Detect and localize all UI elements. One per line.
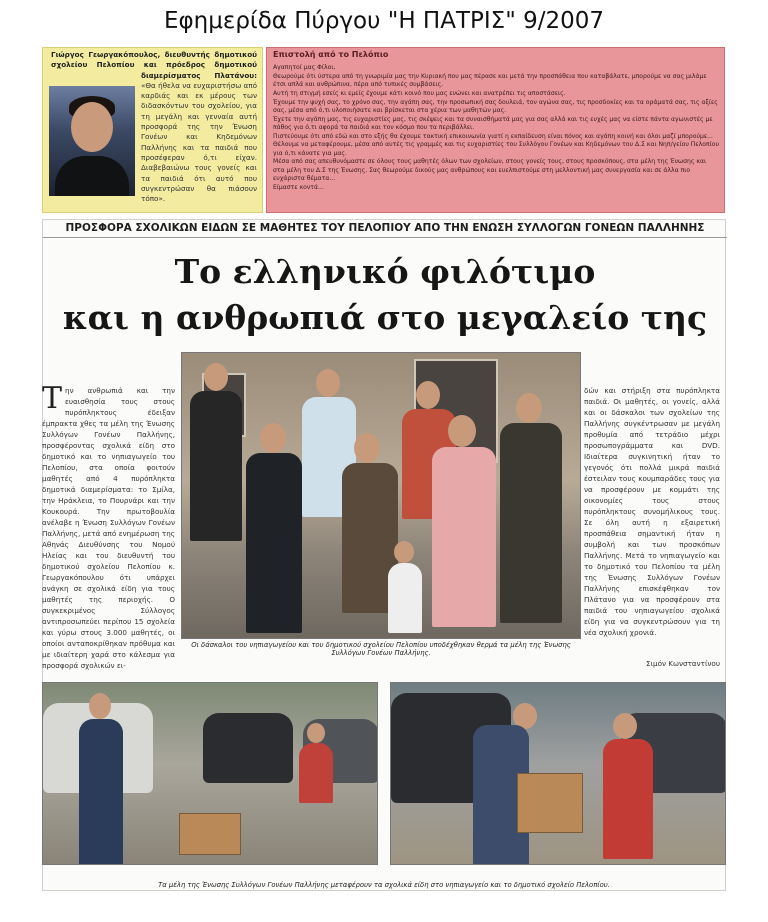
group-photo: [181, 352, 581, 639]
letter-paragraph: Πιστεύουμε ότι από εδώ και στο εξής θα έχουμε τακτική επικοινωνία γιατί η εκπαίδευση είναι πόνος και αγάπη κοινή και όλοι μαζί μπορούμε...: [273, 132, 713, 140]
supply-box: [517, 773, 583, 833]
letter-paragraph: Μέσα από σας απευθυνόμαστε σε όλους τους μαθητές όλων των σχολείων, στους γονείς τους, στους προσκόπους, στα μέλη της Ένωσης και στα μέλη του Δ.Σ της Ένωσης. Σας θεωρούμε δικούς μας ανθρώπους και ευελπιστούμε στη μελλοντική μας συνεργασία και σε άλλα πιο ευχάριστα θέματα...: [273, 158, 707, 182]
letter-paragraph: Έχετε την αγάπη μας, τις ευχαριστίες μας, τις σκέψεις και τα συναισθήματά μας για σας αλλά και τις ευχές μας να είστε πάντα αγωνιστές με πάθος για ό,τι αφορά τα παιδιά και τον κόσμο που τα περιβάλλει.: [273, 115, 713, 131]
side-quote-body: «Θα ήθελα να ευχαριστήσω από καρδιάς και εκ μέρους των διδασκόντων του σχολείου, για τη μεγάλη και γενναία αυτή προσφορά της την Ένωση Γονέων και Κηδεμόνων Παλλήνης και τα παιδιά που προσέφεραν ό,τι είχαν. Διαβεβαιώνω τους γονείς και τα παιδιά ότι αυτό που συγκεντρώσαν θα πιάσουν τόπο».: [141, 80, 257, 204]
letter-paragraph: Αυτή τη στιγμή εσείς κι εμείς έχουμε κάτι κοινό που μας ενώνει και ανατρέπει τις αποστάσεις.: [273, 89, 566, 97]
headline-line-2: και η ανθρωπιά στο μεγαλείο της: [62, 298, 708, 337]
letter-paragraph: Είμαστε κοντά...: [273, 183, 324, 191]
letter-paragraph: Θέλουμε να μεταφέρουμε, μέσα από αυτές τις γραμμές και τις ευχαριστίες του Συλλόγου Γονέων και Κηδεμόνων του Δ.Σ και Νηπ/γείου Πελοπίου για ό,τι κάνατε για μας.: [273, 141, 719, 157]
article-column-right: [584, 385, 720, 638]
photo-wrap-space: [51, 105, 141, 217]
side-quote-text: [51, 50, 257, 217]
article-body-right: δών και στήριξη στα πυρόπληκτα παιδιά. Οι μαθητές, οι γονείς, αλλά και οι δάσκαλοι των σχολείων της Παλλήνης συγκέντρωσαν με μεγάλη προθυμία από τετράδιο μέχρι προσωπογράμματα και DVD. Ιδιαίτερα συγκινητική ήταν το γεγονός ότι πολλά μικρά παιδιά έστειλαν τους κουμπαράδες τους για να προσφέρουν με κομμάτι της οικονομίες τους στους πυρόπληκτους συνομήλικους τους. Σε όλη αυτή η εξαιρετική προσπάθεια σημαντική ήταν η συμβολή και των προσκόπων Παλλήνης. Μετά το νηπιαγωγείο και το δημοτικό του Πελοπίου τα μέλη της Ένωσης Συλλόγων Γονέων Παλλήνης επισκέφθηκαν τον Πλάτανο για να προσφέρουν στα παιδιά του νηπιαγωγείου σχολικά είδη για να συγκεντρώσουν για τη νέα σχολική χρονιά.: [584, 386, 720, 637]
supply-box: [179, 813, 241, 855]
article-column-left: [42, 381, 175, 671]
letter-box: [266, 47, 725, 213]
article-kicker: ΠΡΟΣΦΟΡΑ ΣΧΟΛΙΚΩΝ ΕΙΔΩΝ ΣΕ ΜΑΘΗΤΕΣ ΤΟΥ ΠΕΛΟΠΙΟΥ ΑΠΟ ΤΗΝ ΕΝΩΣΗ ΣΥΛΛΟΓΩΝ ΓΟΝΕΩΝ ΠΑΛΛΗΝΗΣ: [43, 222, 727, 238]
article-body-left: ην ανθρωπιά και την ευαισθησία τους στους πυρόπληκτους έδειξαν έμπρακτα χθες τα μέλη της Ένωσης Συλλόγων Γονέων Παλλήνης, προσφέροντας σχολικά είδη στο δημοτικό και το νηπιαγωγείο του Πελοπίου, στα οποία φοιτούν μαθητές από 4 πυρόπληκτα δημοτικά διαμερίσματα: το Σμίλα, την Ηράκλεια, το Πουρνάρι και την Κουκουρά. Την πρωτοβουλία ανέλαβε η Ένωση Συλλόγων Γονέων Παλλήνης, μετά από ενημέρωση της Αθηνάς Διευθύνσης του Νομού Ηλείας και του διευθυντή του δημοτικού σχολείου Πελοπίου κ. Γεωργακόπουλου ότι υπάρχει ανάγκη σε σχολικά είδη για τους μαθητές της περιοχής. Ο συγκεκριμένος Σύλλογος αντιπροσωπεύει περίπου 15 σχολεία και γύρω στους 3.000 μαθητές, οι οποίοι ανταποκρίθηκαν πρόθυμα και με ιδιαίτερη χαρά στο κάλεσμα για προσφορά σχολικών ει-: [42, 386, 175, 670]
letter-paragraph: Θεωρούμε ότι ύστερα από τη γνωριμία μας την Κυριακή που μας πέρασε και μετά την προσπάθεια που καταβάλατε, μπορούμε να σας μιλάμε έτσι απλά και ανθρώπινα, πέρα από τυπικές συμβάσεις.: [273, 72, 707, 88]
side-quote-box: [42, 47, 263, 213]
article-author: Σιμόν Κωνσταντίνου: [646, 659, 720, 668]
unloading-photo-left: [42, 682, 378, 865]
car: [203, 713, 293, 783]
side-quote-lead: Γιώργος Γεωργακόπουλος, διευθυντής δημοτικού σχολείου Πελοπίου και πρόεδρος δημοτικού διαμερίσματος Πλατάνου:: [51, 50, 257, 80]
letter-paragraph: Αγαπητοί μας Φίλοι,: [273, 64, 336, 71]
letter-body: [273, 64, 719, 192]
letter-title: Επιστολή από το Πελόπιο: [273, 50, 389, 59]
bottom-photos-caption: Τα μέλη της Ένωσης Συλλόγων Γονέων Παλλήνης μεταφέρουν τα σχολικά είδη στο νηπιαγωγείο και το δημοτικό σχολείο Πελοπίου.: [158, 881, 610, 889]
headline-line-1: Το ελληνικό φιλότιμο: [174, 252, 596, 291]
main-photo-caption: Οι δάσκαλοι του νηπιαγωγείου και του δημοτικού σχολείου Πελοπίου υποδέχθηκαν θερμά τα μέλη της Ένωσης Συλλόγων Γονέων Παλλήνης.: [191, 641, 571, 657]
dropcap: Τ: [42, 381, 63, 416]
letter-paragraph: Έχουμε την ψυχή σας, το χρόνο σας, την αγάπη σας, την προσωπική σας δουλειά, τον αγώνα σας, τις προσδοκίες και τα οράματά σας, τις αξίες σας, μέσα από ό,τι υλοποιήσατε και βρίσκεται στα χέρια των μαθητών μας.: [273, 98, 718, 114]
page-title: Εφημερίδα Πύργου "Η ΠΑΤΡΙΣ" 9/2007: [163, 8, 605, 34]
unloading-photo-right: [390, 682, 726, 865]
